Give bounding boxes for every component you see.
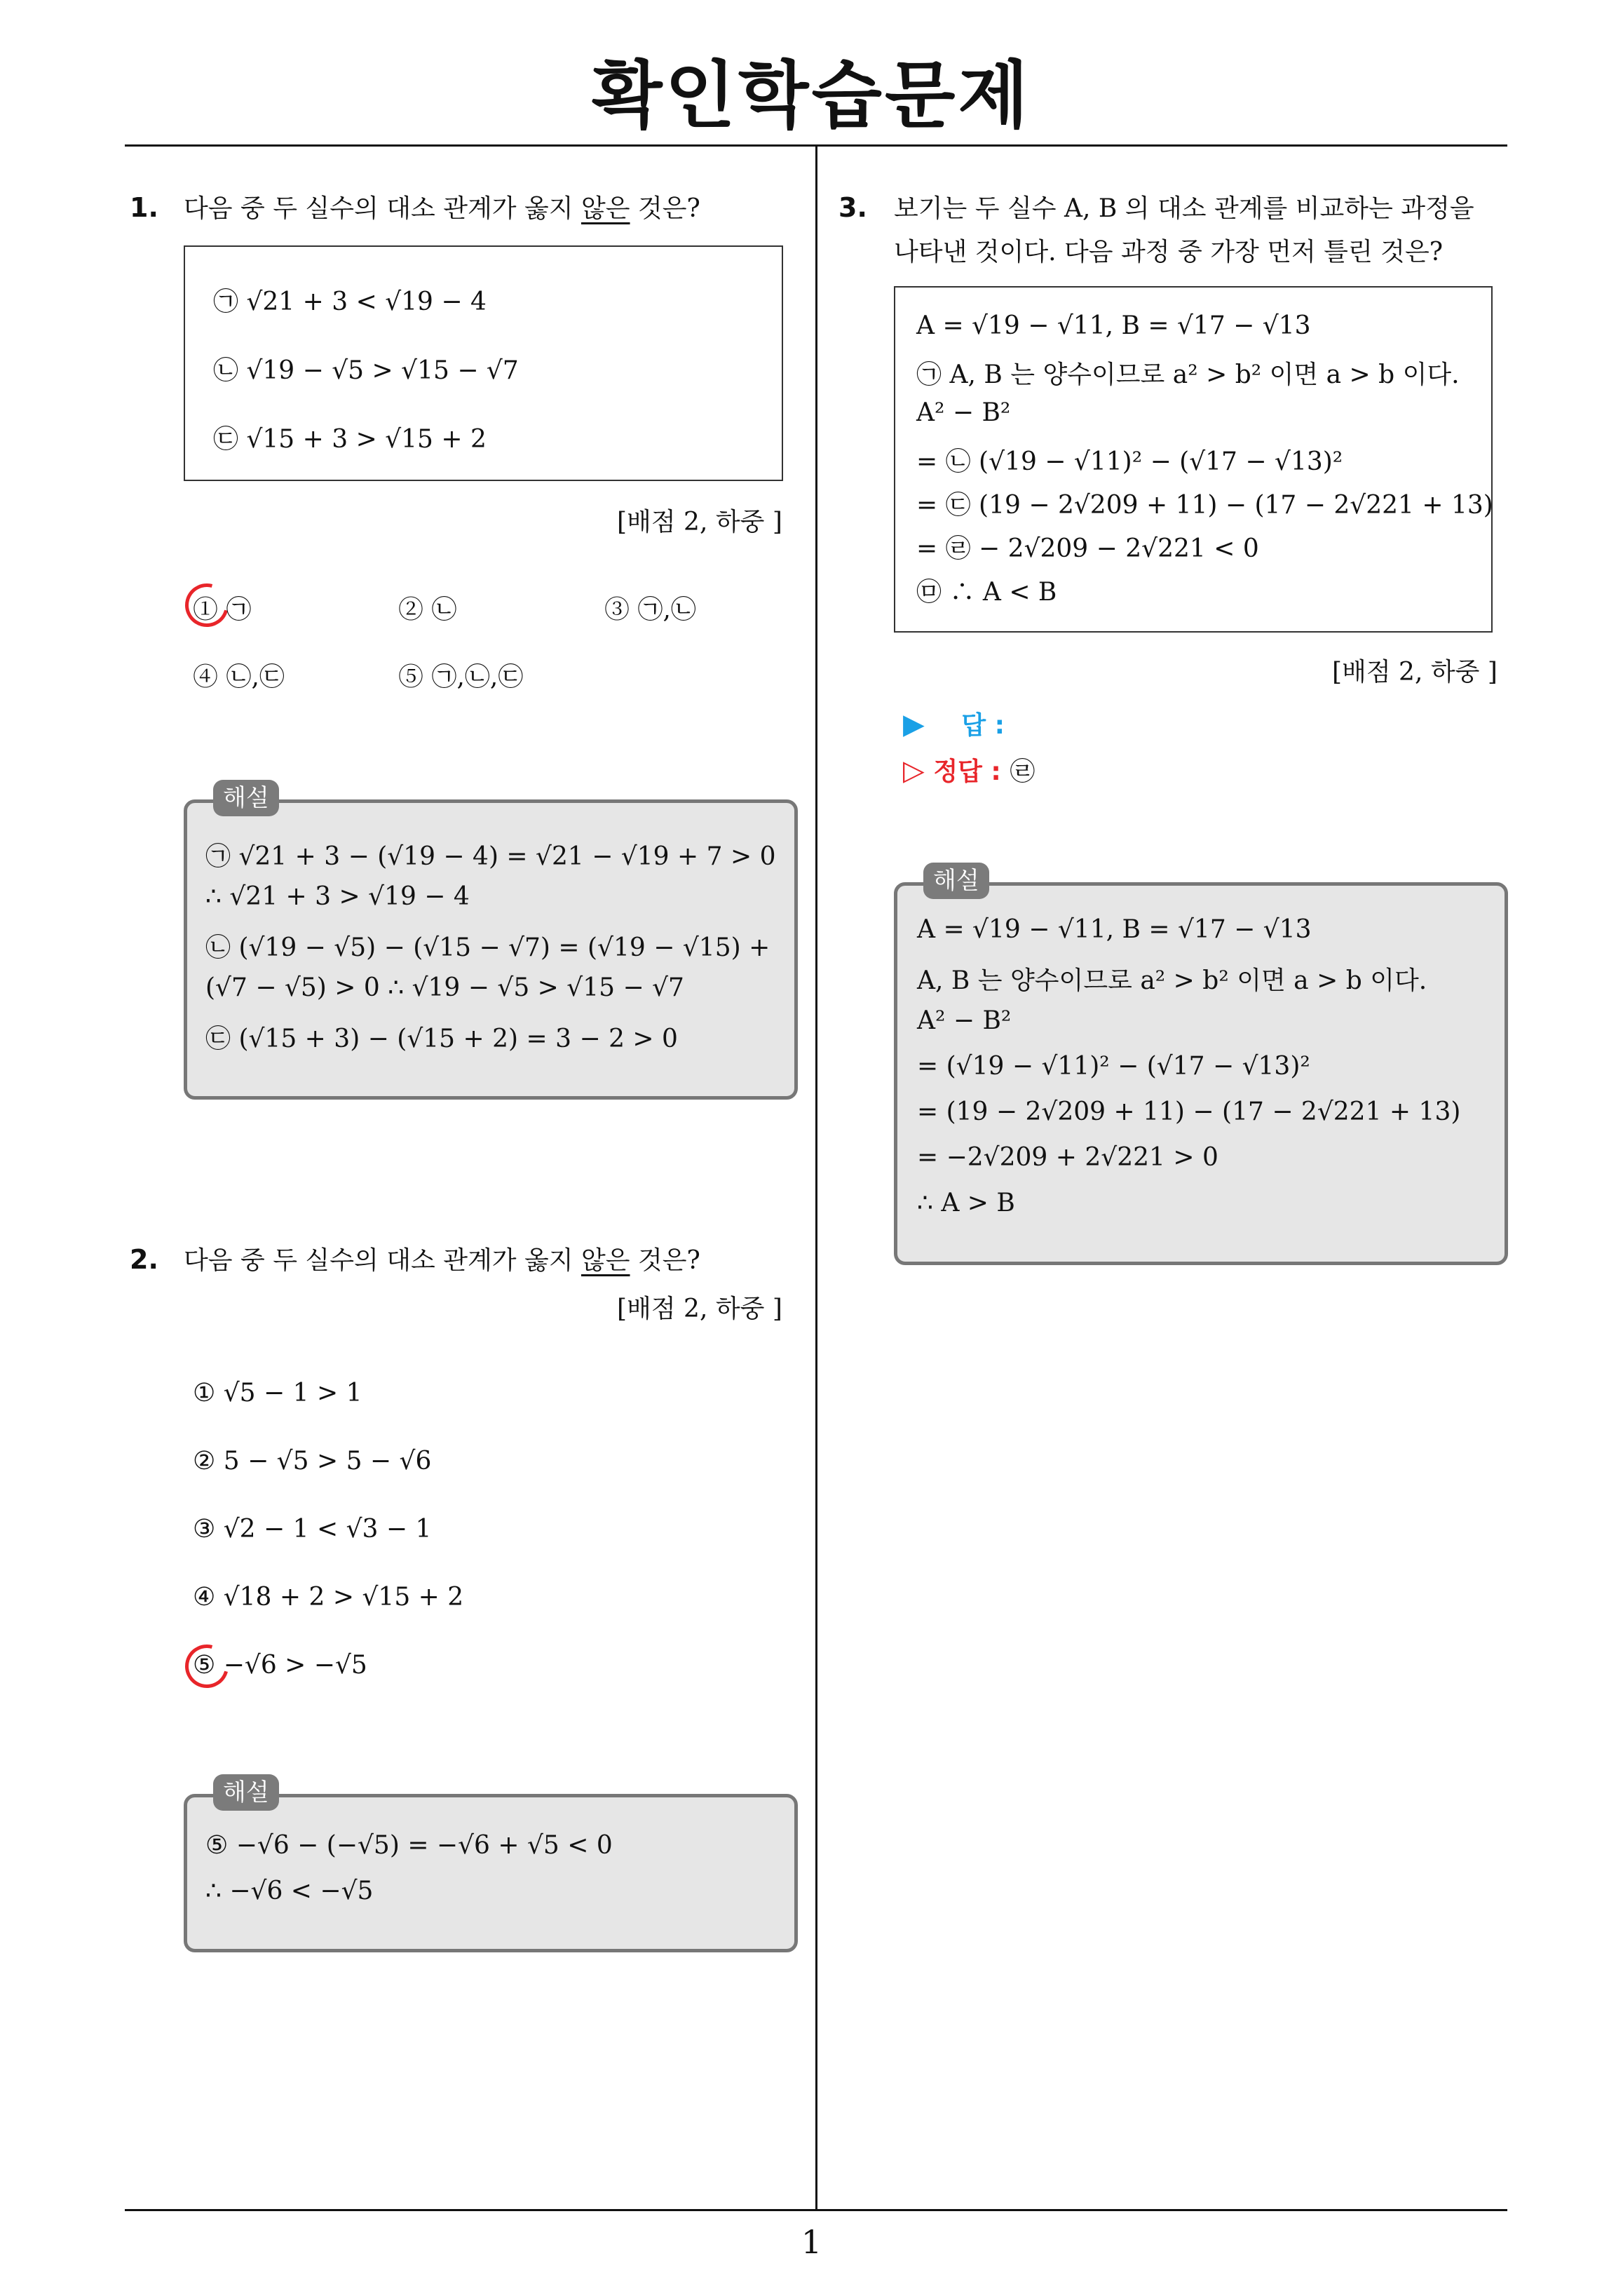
solution-line: (√7 − √5) > 0 ∴ √19 − √5 > √15 − √7 — [205, 973, 684, 1002]
box-line: ㉠ A, B 는 양수이므로 a² > b² 이면 a > b 이다. — [916, 360, 1460, 389]
solution-line: ∴ A > B — [917, 1189, 1015, 1217]
question-box — [184, 245, 783, 481]
question-text — [184, 184, 700, 234]
solution-line: ∴ −√6 < −√5 — [205, 1877, 374, 1905]
correct-value: ㉣ — [1010, 757, 1035, 786]
question-box — [894, 286, 1493, 633]
choice-4[interactable]: ④ √18 + 2 > √15 + 2 — [193, 1583, 464, 1612]
play-triangle-icon: ▶ — [903, 708, 925, 741]
outline-triangle-icon: ▷ — [903, 755, 925, 787]
page-number: 1 — [801, 2223, 822, 2261]
solution-tag: 해설 — [923, 863, 989, 899]
solution-line: ㉡ (√19 − √5) − (√15 − √7) = (√19 − √15) + — [205, 933, 770, 962]
choice-3[interactable]: ③ ㉠,㉡ — [604, 595, 696, 624]
choice-3[interactable]: ③ √2 − 1 < √3 − 1 — [193, 1515, 432, 1544]
box-line: ㉡ √19 − √5 > √15 − √7 — [213, 356, 519, 385]
solution-line: ㉢ (√15 + 3) − (√15 + 2) = 3 − 2 > 0 — [205, 1025, 678, 1053]
solution-line: = −2√209 + 2√221 > 0 — [917, 1143, 1218, 1172]
solution-line: A² − B² — [917, 1006, 1012, 1035]
choice-2[interactable]: ② ㉡ — [398, 595, 457, 624]
choice-5[interactable]: ⑤ −√6 > −√5 — [193, 1651, 367, 1680]
question-text-underlined: 않은 — [580, 194, 630, 223]
solution-box — [184, 799, 798, 1100]
choice-5[interactable]: ⑤ ㉠,㉡,㉢ — [398, 663, 524, 691]
question-text-line: 나타낸 것이다. 다음 과정 중 가장 먼저 틀린 것은? — [894, 238, 1444, 266]
correct-answer — [903, 752, 1035, 788]
question-text-underlined: 않은 — [580, 1246, 630, 1275]
score-label: [배점 2, 하중 ] — [617, 1295, 782, 1323]
box-line: ㉤ ∴ A < B — [916, 578, 1057, 607]
solution-line: A, B 는 양수이므로 a² > b² 이면 a > b 이다. — [917, 966, 1427, 995]
question-text-part: 것은? — [630, 194, 700, 223]
box-line: A = √19 − √11, B = √17 − √13 — [916, 311, 1311, 340]
question-text-part: 것은? — [630, 1246, 700, 1275]
question-text-line: 보기는 두 실수 A, B 의 대소 관계를 비교하는 과정을 — [894, 194, 1474, 223]
box-line: ㉢ √15 + 3 > √15 + 2 — [213, 425, 487, 454]
answer-label: 답 : — [961, 711, 1005, 740]
box-line: A² − B² — [916, 398, 1011, 427]
solution-line: ⑤ −√6 − (−√5) = −√6 + √5 < 0 — [205, 1831, 613, 1860]
solution-line: = (√19 − √11)² − (√17 − √13)² — [917, 1052, 1310, 1081]
solution-line: ㉠ √21 + 3 − (√19 − 4) = √21 − √19 + 7 > 0 — [205, 842, 776, 871]
question-number: 1. — [130, 192, 158, 223]
score-label: [배점 2, 하중 ] — [1332, 658, 1498, 687]
box-line: = ㉡ (√19 − √11)² − (√17 − √13)² — [916, 447, 1343, 476]
page-title: 확인학습문제 — [592, 53, 1031, 138]
solution-box — [184, 1794, 798, 1952]
solution-tag: 해설 — [213, 780, 279, 816]
question-text — [184, 1236, 700, 1286]
footer-rule — [125, 2209, 1507, 2211]
correct-label: 정답 : — [933, 757, 1001, 786]
question-text-part: 다음 중 두 실수의 대소 관계가 옳지 — [184, 1246, 581, 1275]
choice-2[interactable]: ② 5 − √5 > 5 − √6 — [193, 1447, 432, 1475]
score-label: [배점 2, 하중 ] — [617, 508, 782, 536]
question-number: 2. — [130, 1244, 158, 1275]
solution-box — [894, 882, 1508, 1265]
solution-line: = (19 − 2√209 + 11) − (17 − 2√221 + 13) — [917, 1098, 1461, 1126]
solution-tag: 해설 — [213, 1774, 279, 1811]
choice-1[interactable]: ① ㉠ — [193, 595, 252, 624]
box-line: ㉠ √21 + 3 < √19 − 4 — [213, 288, 487, 316]
solution-line: A = √19 − √11, B = √17 − √13 — [917, 915, 1312, 944]
question-number: 3. — [838, 192, 867, 223]
answer-field[interactable] — [903, 705, 1005, 741]
choice-1[interactable]: ① √5 − 1 > 1 — [193, 1379, 362, 1407]
box-line: = ㉣ − 2√209 − 2√221 < 0 — [916, 534, 1259, 563]
solution-line: ∴ √21 + 3 > √19 − 4 — [205, 882, 470, 911]
column-divider — [815, 146, 817, 2211]
box-line: = ㉢ (19 − 2√209 + 11) − (17 − 2√221 + 13) — [916, 491, 1493, 520]
choice-4[interactable]: ④ ㉡,㉢ — [193, 663, 285, 691]
question-text-part: 다음 중 두 실수의 대소 관계가 옳지 — [184, 194, 581, 223]
